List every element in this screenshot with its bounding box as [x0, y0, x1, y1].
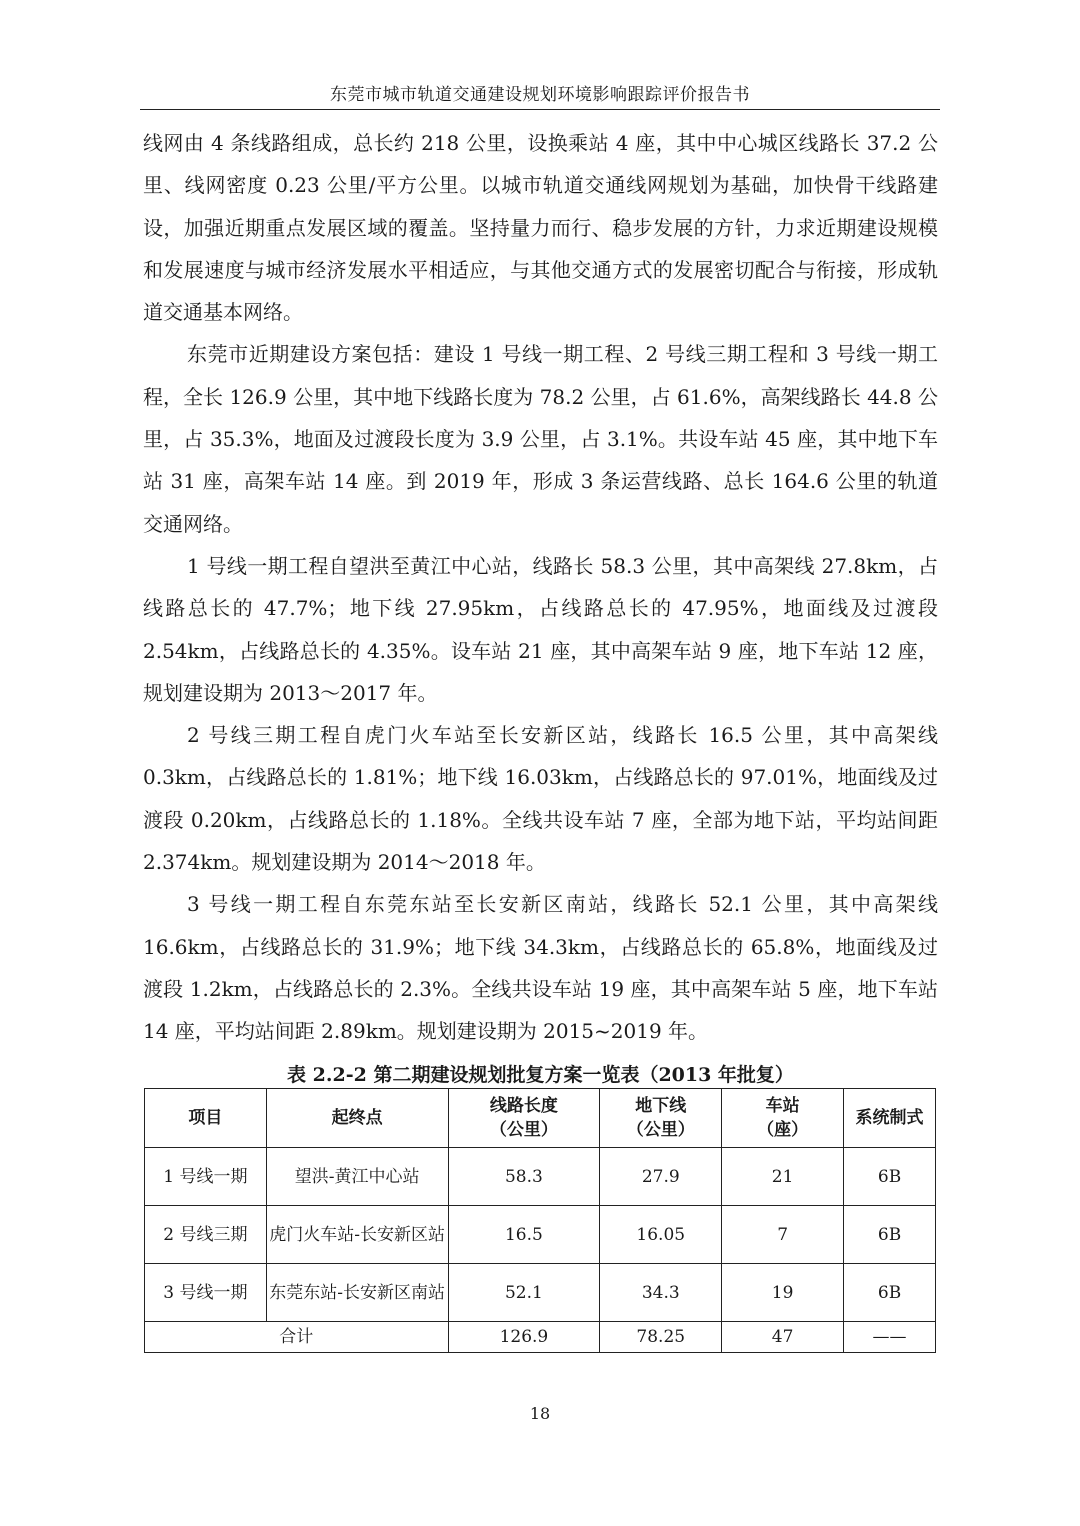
table-row — [145, 1206, 936, 1264]
table-row — [145, 1264, 936, 1322]
table-header-row — [145, 1089, 936, 1148]
header-divider — [140, 109, 940, 110]
paragraph: 线网由 4 条线路组成，总长约 218 公里，设换乘站 4 座，其中中心城区线路长 37.2 公里、线网密度 0.23 公里/平方公里。以城市轨道交通线网规划为基础，加快骨干线路建设，加强近期重点发展区域的覆盖。坚持量力而行、稳步发展的方针，力求近期建设规模和发展速度与城市经济发展水平相适应，与其他交通方式的发展密切配合与衔接，形成轨道交通基本网络。 — [143, 131, 938, 325]
header-underground: 地下线 （公里） — [600, 1089, 722, 1148]
cell-total-system: —— — [844, 1322, 936, 1353]
header-item: 项目 — [145, 1089, 267, 1148]
cell-item: 1 号线一期 — [145, 1148, 267, 1206]
running-header: 东莞市城市轨道交通建设规划环境影响跟踪评价报告书 — [330, 85, 750, 105]
cell-underground: 16.05 — [600, 1206, 722, 1264]
cell-item: 3 号线一期 — [145, 1264, 267, 1322]
cell-stations: 21 — [722, 1148, 844, 1206]
cell-length: 52.1 — [448, 1264, 600, 1322]
cell-length: 16.5 — [448, 1206, 600, 1264]
table-row — [145, 1148, 936, 1206]
cell-system: 6B — [844, 1148, 936, 1206]
plan-table — [144, 1088, 936, 1353]
header-route: 起终点 — [266, 1089, 448, 1148]
cell-route: 虎门火车站-长安新区站 — [266, 1206, 448, 1264]
cell-stations: 7 — [722, 1206, 844, 1264]
cell-length: 58.3 — [448, 1148, 600, 1206]
table-caption: 表 2.2-2 第二期建设规划批复方案一览表（2013 年批复） — [287, 1064, 794, 1086]
cell-total-label: 合计 — [145, 1322, 449, 1353]
header-system: 系统制式 — [844, 1089, 936, 1148]
table-total-row — [145, 1322, 936, 1353]
cell-system: 6B — [844, 1264, 936, 1322]
cell-item: 2 号线三期 — [145, 1206, 267, 1264]
cell-total-stations: 47 — [722, 1322, 844, 1353]
paragraph: 东莞市近期建设方案包括：建设 1 号线一期工程、2 号线三期工程和 3 号线一期工程，全长 126.9 公里，其中地下线路长度为 78.2 公里，占 61.6%，高架线路长 44.8 公里，占 35.3%，地面及过渡段长度为 3.9 公里，占 3.1%。共设车站 45 座，其中地下车站 31 座，高架车站 14 座。到 2019 年，形成 3 条运营线路、总长 164.6 公里的轨道交通网络。 — [143, 342, 938, 536]
cell-total-underground: 78.25 — [600, 1322, 722, 1353]
cell-route: 望洪-黄江中心站 — [266, 1148, 448, 1206]
header-stations: 车站 （座） — [722, 1089, 844, 1148]
cell-underground: 27.9 — [600, 1148, 722, 1206]
body-text — [143, 122, 938, 1053]
header-length: 线路长度 （公里） — [448, 1089, 600, 1148]
paragraph: 1 号线一期工程自望洪至黄江中心站，线路长 58.3 公里，其中高架线 27.8km，占线路总长的 47.7%；地下线 27.95km，占线路总长的 47.95%，地面线及过渡段 2.54km，占线路总长的 4.35%。设车站 21 座，其中高架车站 9 座，地下车站 12 座，规划建设期为 2013～2017 年。 — [143, 553, 938, 705]
cell-total-length: 126.9 — [448, 1322, 600, 1353]
cell-system: 6B — [844, 1206, 936, 1264]
paragraph: 2 号线三期工程自虎门火车站至长安新区站，线路长 16.5 公里，其中高架线 0.3km，占线路总长的 1.81%；地下线 16.03km，占线路总长的 97.01%，地面线及过渡段 0.20km，占线路总长的 1.18%。全线共设车站 7 座，全部为地下站，平均站间距 2.374km。规划建设期为 2014～2018 年。 — [143, 723, 938, 875]
cell-stations: 19 — [722, 1264, 844, 1322]
page-number: 18 — [529, 1404, 551, 1423]
paragraph: 3 号线一期工程自东莞东站至长安新区南站，线路长 52.1 公里，其中高架线 16.6km，占线路总长的 31.9%；地下线 34.3km，占线路总长的 65.8%，地面线及过渡段 1.2km，占线路总长的 2.3%。全线共设车站 19 座，其中高架车站 5 座，地下车站 14 座，平均站间距 2.89km。规划建设期为 2015~2019 年。 — [143, 892, 938, 1044]
cell-underground: 34.3 — [600, 1264, 722, 1322]
cell-route: 东莞东站-长安新区南站 — [266, 1264, 448, 1322]
